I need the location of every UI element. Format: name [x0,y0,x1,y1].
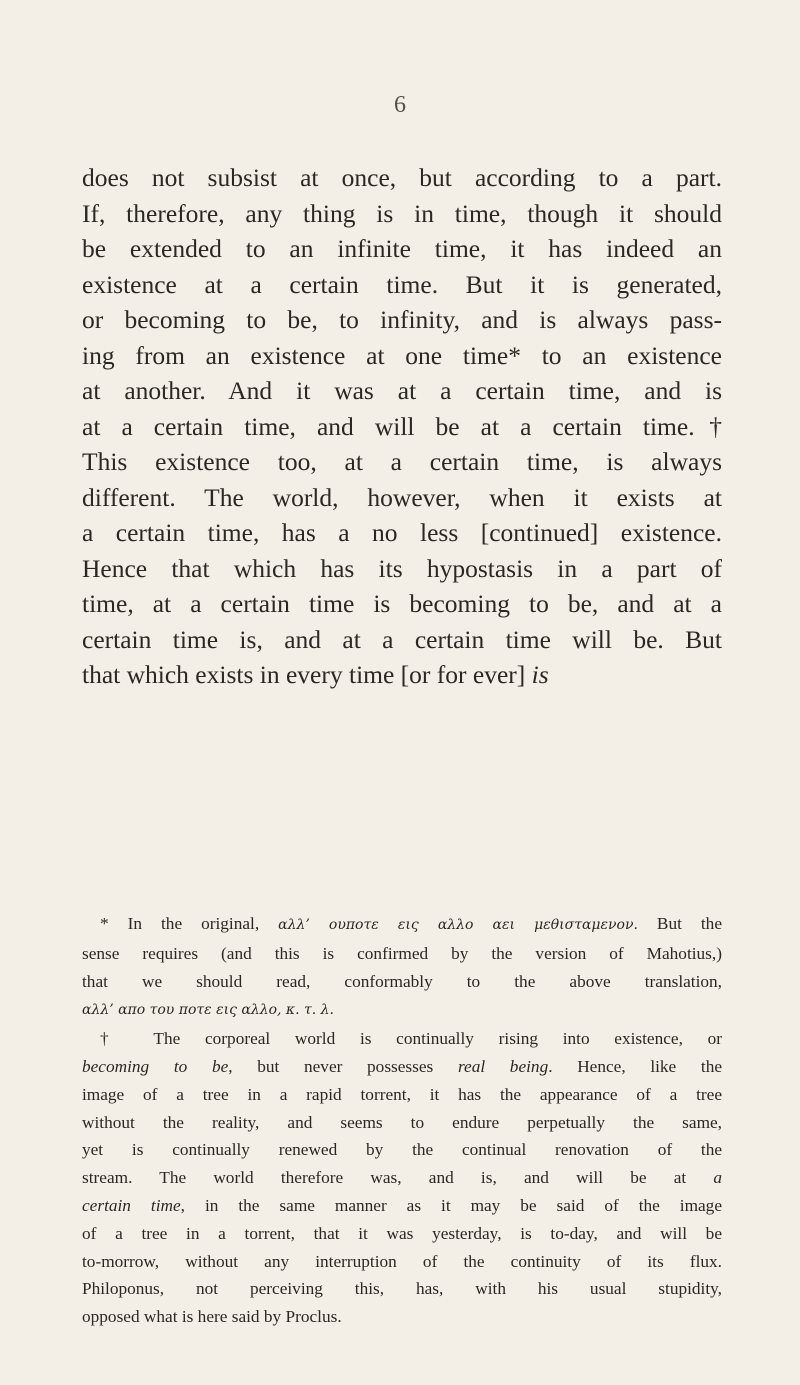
footnote-1-greek-correction: αλλ’ απο του ποτε εις αλλο, κ. τ. λ. [82,1002,334,1019]
footnote-2-emphasis: real being [457,1056,549,1076]
body-line: or becoming to be, to infinity, and is always pass- [82,305,722,334]
body-line: certain time is, and at a certain time will be. But [82,624,722,654]
body-line: be extended to an infinite time, it has indeed an [82,234,722,263]
footnote-2-text: , but never possesses [228,1056,458,1076]
body-line [82,657,722,693]
footnote-2-emphasis: a [713,1168,722,1188]
footnote-1-line: sense requires (and this is confirmed by the version of Mahotius,) [82,943,722,963]
footnote-1-line: that we should read, conformably to the above translation, [82,971,722,991]
footnote-2-text: . Hence, like the [548,1056,723,1076]
footnote-2-line: Philoponus, not perceiving this, has, with his usual stupidity, [82,1279,722,1299]
body-line: different. The world, however, when it exists at [82,482,722,512]
footnote-1-greek-original: αλλ’ ουποτε εις αλλο αει μεθισταμενον. [278,917,638,933]
body-line: This existence too, at a certain time, is always [82,447,722,476]
footnote-2-line: to-morrow, without any interruption of the continuity of its flux. [82,1251,722,1271]
body-line: time, at a certain time is becoming to be, and at a [82,589,722,618]
footnote-2-emphasis: becoming to be [82,1056,229,1076]
footnote-2-text: stream. The world therefore was, and is, and will be at [82,1168,714,1188]
footnote-1-outro: But the [637,914,722,933]
body-line: a certain time, has a no less [continued] existence. [82,518,722,547]
footnote-1-intro: * In the original, [100,914,279,933]
body-line: does not subsist at once, but according to a part. [82,163,722,192]
footnote-2-line [82,1192,722,1220]
body-line: Hence that which has its hypostasis in a part of [82,553,722,583]
body-text [82,160,722,693]
footnote-1-line [82,910,722,940]
footnote-2-line: † The corporeal world is continually rising into existence, or [100,1029,722,1049]
body-line-text: that which exists in every time [or for ever] [82,660,532,689]
body-line-emphasis: is [531,660,549,689]
page-number: 6 [394,92,406,118]
footnote-2-line [82,1053,722,1081]
body-line: at a certain time, and will be at a certain time.† [82,411,722,441]
body-line: ing from an existence at one time* to an existence [82,340,722,370]
footnotes [82,910,722,1331]
footnote-2-line [82,1164,722,1192]
footnote-2-line: yet is continually renewed by the continual renovation of the [82,1140,722,1160]
footnote-2-line: without the reality, and seems to endure perpetually the same, [82,1112,722,1132]
footnote-2-emphasis: certain time [82,1195,181,1215]
footnote-2-line: image of a tree in a rapid torrent, it has the appearance of a tree [82,1084,722,1104]
body-line: existence at a certain time. But it is generated, [82,269,722,299]
footnote-2-line: of a tree in a torrent, that it was yesterday, is to-day, and will be [82,1223,722,1243]
footnote-2-text: , in the same manner as it may be said of the image [180,1195,722,1215]
footnote-1-line [82,995,722,1025]
body-line: If, therefore, any thing is in time, though it should [82,198,722,228]
footnote-2-line: opposed what is here said by Proclus. [82,1307,342,1327]
body-line: at another. And it was at a certain time, and is [82,376,722,405]
